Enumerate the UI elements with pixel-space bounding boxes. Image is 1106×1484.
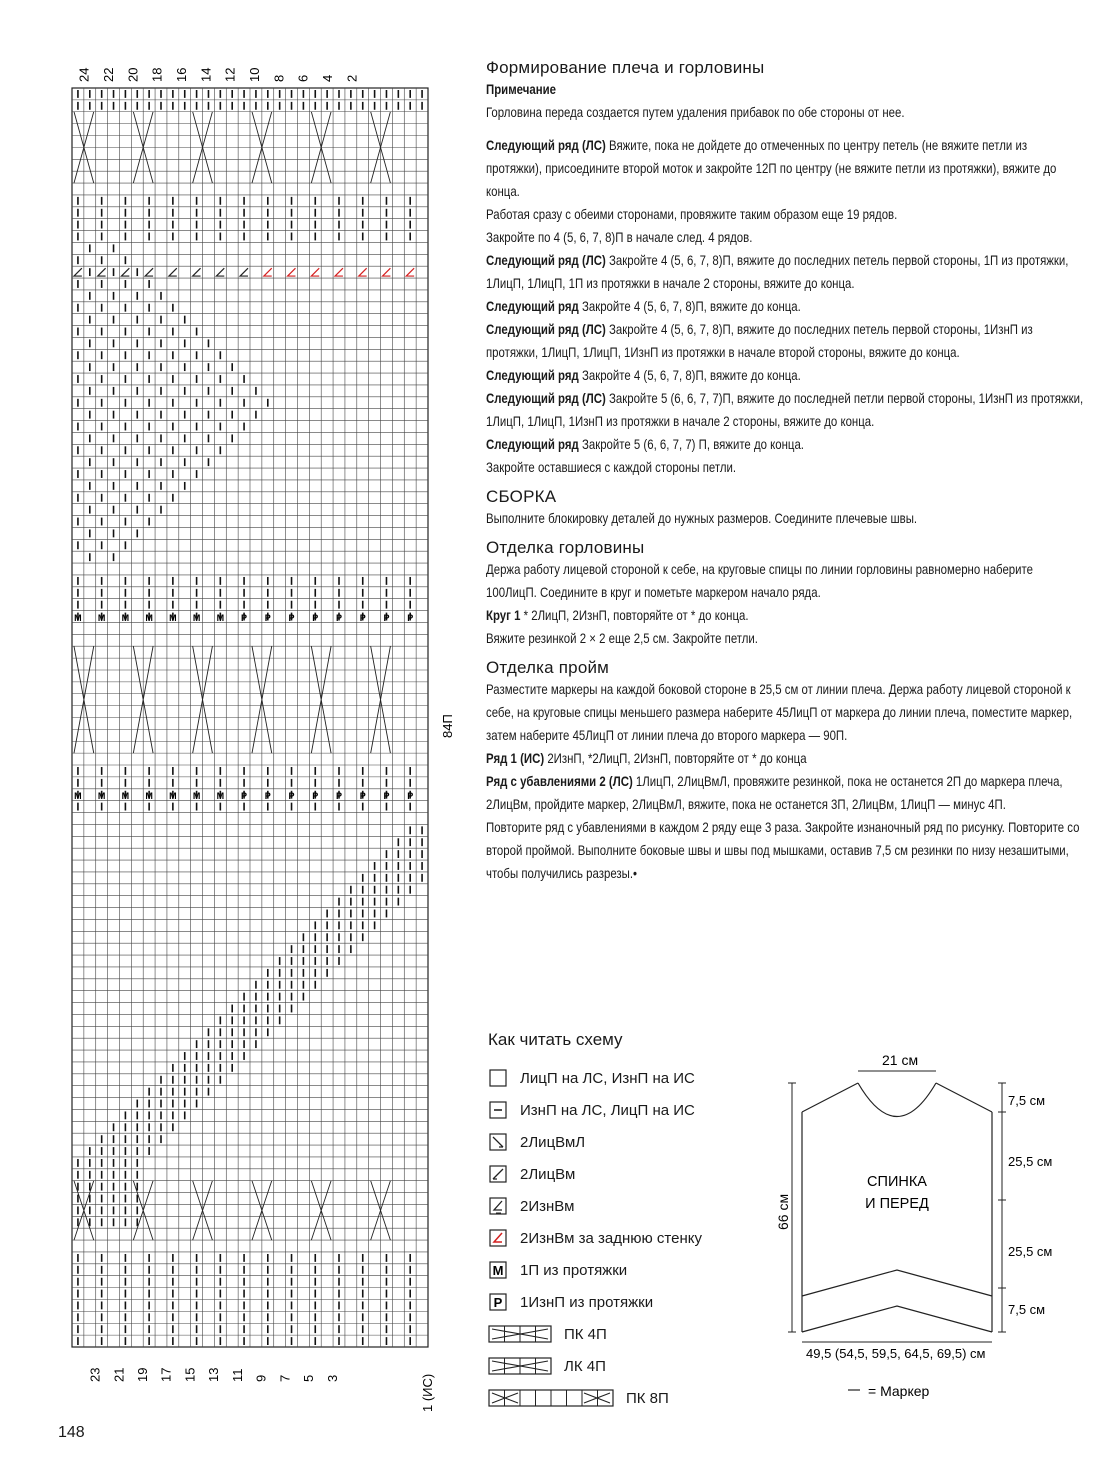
row-number-top: 14	[198, 67, 214, 82]
paragraph-text: Держа работу лицевой стороной к себе, на круговые спицы по линии горловины равномерно наберите 100ЛицП. Соедините в круг и пометьте маркером начало ряда.	[486, 562, 1033, 600]
legend-label: 1ИзнП из протяжки	[520, 1293, 654, 1311]
m-stitch: M	[97, 791, 106, 802]
row-number-top: 20	[125, 67, 141, 82]
p-stitch: P	[241, 612, 248, 623]
stitch-count-label: 84П	[440, 714, 455, 738]
legend-title: Как читать схему	[488, 1030, 623, 1049]
legend-label: ЛК 4П	[564, 1357, 606, 1375]
paragraph	[486, 433, 1086, 456]
paragraph-text: 2ИзнП, *2ЛицП, 2ИзнП, повторяйте от * до конца	[544, 751, 807, 766]
k2tog-icon	[488, 1165, 508, 1183]
row-number-top: 24	[76, 67, 92, 82]
row-number-top: 10	[247, 67, 263, 82]
p-stitch: P	[264, 612, 271, 623]
paragraph-text: Вяжите резинкой 2 × 2 еще 2,5 см. Закройте петли.	[486, 631, 758, 646]
instructions-column	[486, 58, 1086, 885]
paragraph-lead: Следующий ряд (ЛС)	[486, 322, 606, 337]
legend-label: 2ИзнВм	[520, 1197, 575, 1215]
dim-armhole: 25,5 см	[1008, 1154, 1053, 1169]
row-number-bottom: 17	[158, 1367, 174, 1382]
m-stitch: M	[169, 791, 177, 802]
paragraph	[486, 627, 1086, 650]
paragraph	[486, 604, 1086, 627]
paragraph	[486, 101, 1086, 124]
paragraph-text: Работая сразу с обеими сторонами, провяжите таким образом еще 19 рядов.	[486, 207, 898, 222]
m-stitch: M	[192, 612, 201, 623]
paragraph-text: Горловина переда создается путем удаления прибавок по обе стороны от нее.	[486, 105, 905, 120]
piece-label-2: И ПЕРЕД	[865, 1196, 929, 1212]
legend-item	[488, 1350, 768, 1382]
dim-body: 25,5 см	[1008, 1244, 1053, 1259]
paragraph	[486, 249, 1086, 295]
paragraph-text: Закройте оставшиеся с каждой стороны петли.	[486, 460, 737, 475]
row-number-top: 6	[295, 74, 311, 82]
legend-item	[488, 1254, 768, 1286]
p-stitch: P	[335, 612, 343, 623]
paragraph-lead: Следующий ряд	[486, 299, 579, 314]
row-number-top: 2	[344, 74, 360, 82]
dim-shoulder: 7,5 см	[1008, 1093, 1046, 1108]
paragraph	[486, 816, 1086, 885]
left-cross-4-icon	[488, 1357, 552, 1375]
dim-rib: 7,5 см	[1008, 1302, 1046, 1317]
legend-item	[488, 1318, 768, 1350]
paragraph-text: 1ЛицП, 2ЛицВмЛ, провяжите резинкой, пока не останется 2П до маркера плеча, 2ЛицВм, пройдите маркер, 2ЛицВмЛ, вяжите, пока не останется 3П, 2ЛицВм, 1ЛицП — минус 4П.	[486, 774, 1063, 812]
m-stitch: M	[74, 612, 82, 623]
row-number-top: 12	[222, 67, 238, 82]
m-stitch: M	[74, 791, 82, 802]
m-stitch: M	[121, 791, 130, 802]
section-title: СБОРКА	[486, 487, 557, 506]
section-4	[486, 658, 1086, 885]
row-number-bottom: 5	[301, 1374, 317, 1382]
m-stitch: M	[121, 612, 130, 623]
row-number-bottom: 13	[206, 1367, 222, 1382]
p-stitch: P	[407, 791, 414, 802]
m-icon	[488, 1261, 508, 1279]
neck-width-label: 21 см	[882, 1052, 919, 1068]
legend-item	[488, 1094, 768, 1126]
paragraph-lead: Следующий ряд	[486, 368, 579, 383]
paragraph-lead: Следующий ряд (ЛС)	[486, 253, 606, 268]
paragraph-text: Закройте 5 (6, 6, 7, 7)П, вяжите до последней петли первой стороны, 1ИзнП из протяжки, 1ЛицП, 1ЛицП, 1ИзнП из протяжки в начале 2 стороны, вяжите до конца.	[486, 391, 1084, 429]
legend-label: 2ИзнВм за заднюю стенку	[520, 1229, 702, 1247]
paragraph-lead: Ряд 1 (ИС)	[486, 751, 545, 766]
paragraph	[486, 678, 1086, 747]
row-number-top: 18	[149, 67, 165, 82]
p-stitch: P	[241, 791, 248, 802]
paragraph-text: Закройте 4 (5, 6, 7, 8)П, вяжите до конца.	[578, 368, 801, 383]
row-number-bottom: 23	[87, 1367, 103, 1382]
row-number-bottom: 21	[111, 1367, 127, 1382]
paragraph	[486, 203, 1086, 226]
row-number-bottom: 19	[135, 1367, 151, 1382]
m-stitch: M	[145, 612, 153, 623]
right-cross-4-icon	[488, 1325, 552, 1343]
legend-item	[488, 1190, 768, 1222]
section-2	[486, 487, 1086, 530]
row-number-bottom: 9	[253, 1374, 269, 1382]
empty-square-icon	[488, 1069, 508, 1087]
legend-label: 1П из протяжки	[520, 1261, 628, 1279]
row-number-bottom: 15	[182, 1367, 198, 1382]
paragraph-text: Закройте по 4 (5, 6, 7, 8)П в начале след. 4 рядов.	[486, 230, 753, 245]
section-title: Отделка пройм	[486, 658, 610, 677]
svg-text:P: P	[493, 1295, 503, 1310]
legend-item	[488, 1382, 768, 1414]
neckline-curve	[858, 1083, 936, 1117]
paragraph	[486, 507, 1086, 530]
paragraph	[486, 295, 1086, 318]
section-3	[486, 538, 1086, 650]
legend-label: ПК 4П	[564, 1325, 607, 1343]
paragraph	[486, 747, 1086, 770]
section-title: Формирование плеча и горловины	[486, 58, 765, 77]
paragraph	[486, 134, 1086, 203]
p-stitch: P	[359, 791, 366, 802]
legend-label: ПК 8П	[626, 1389, 669, 1407]
chevron-bottom	[802, 1306, 992, 1332]
legend-item	[488, 1222, 768, 1254]
row-number-top: 22	[101, 67, 117, 82]
paragraph	[486, 558, 1086, 604]
paragraph-lead: Круг 1	[486, 608, 521, 623]
row-number-first: 1 (ИС)	[420, 1373, 435, 1412]
shoulder-lines	[802, 1083, 992, 1112]
paragraph	[486, 364, 1086, 387]
p-stitch: P	[288, 612, 295, 623]
ssk-icon	[488, 1133, 508, 1151]
legend-label: ИзнП на ЛС, ЛицП на ИС	[520, 1101, 695, 1119]
paragraph-text: Закройте 4 (5, 6, 7, 8)П, вяжите до последних петель первой стороны, 1ИзнП из протяжки, 1ЛицП, 1ЛицП, 1ИзнП из протяжки в начале второй стороны, вяжите до конца.	[486, 322, 1033, 360]
section-0	[486, 58, 1086, 124]
garment-schematic	[760, 1040, 1060, 1400]
row-number-top: 16	[174, 67, 190, 82]
paragraph	[486, 226, 1086, 249]
m-stitch: M	[216, 791, 225, 802]
row-number-top: 8	[271, 74, 287, 82]
m-stitch: M	[97, 612, 106, 623]
p-stitch: P	[383, 612, 390, 623]
section-title: Отделка горловины	[486, 538, 645, 557]
legend-item	[488, 1126, 768, 1158]
section-1	[486, 134, 1086, 479]
chevron-top	[802, 1270, 992, 1296]
height-label: 66 см	[775, 1193, 791, 1230]
dash-square-icon	[488, 1101, 508, 1119]
paragraph-lead: Ряд с убавлениями 2 (ЛС)	[486, 774, 633, 789]
p-stitch: P	[312, 612, 319, 623]
p-stitch: P	[312, 791, 319, 802]
m-stitch: M	[216, 612, 225, 623]
paragraph-text: Закройте 4 (5, 6, 7, 8)П, вяжите до последних петель первой стороны, 1П из протяжки, 1ЛицП, 1ЛицП, 1П из протяжки в начале 2 стороны, вяжите до конца.	[486, 253, 1069, 291]
p-stitch: P	[407, 612, 414, 623]
paragraph-text: Выполните блокировку деталей до нужных размеров. Соедините плечевые швы.	[486, 511, 918, 526]
legend-item	[488, 1286, 768, 1318]
paragraph-text: Разместите маркеры на каждой боковой стороне в 25,5 см от линии плеча. Держа работу лицевой стороной к себе, на круговые спицы меньшего размера наберите 45ЛицП от маркера до линии плеча, поместите маркер, затем наберите 45ЛицП от линии плеча до второго маркера — 90П.	[486, 682, 1073, 743]
paragraph-lead: Следующий ряд (ЛС)	[486, 391, 606, 406]
legend-item	[488, 1158, 768, 1190]
chart-legend	[488, 1030, 768, 1414]
legend-label: 2ЛицВмЛ	[520, 1133, 586, 1151]
m-stitch: M	[169, 612, 177, 623]
paragraph-text: Закройте 5 (6, 6, 7, 7) П, вяжите до конца.	[578, 437, 804, 452]
m-stitch: M	[192, 791, 201, 802]
p-stitch: P	[359, 612, 366, 623]
paragraph-text: Повторите ряд с убавлениями в каждом 2 ряду еще 3 раза. Закройте изнаночный ряд по рисунку. Повторите со второй проймой. Выполните боковые швы и швы под мышками, оставив 7,5 см резинки по низу незашитыми, чтобы получились разрезы.•	[486, 820, 1080, 881]
legend-item	[488, 1062, 768, 1094]
svg-text:M: M	[492, 1263, 504, 1278]
piece-label-1: СПИНКА	[867, 1174, 927, 1190]
row-number-bottom: 3	[324, 1374, 340, 1382]
row-number-top: 4	[320, 74, 336, 82]
right-cross-8-icon	[488, 1389, 614, 1407]
paragraph-lead: Следующий ряд	[486, 437, 579, 452]
section-subtitle: Примечание	[486, 82, 556, 97]
paragraph-text: Закройте 4 (5, 6, 7, 8)П, вяжите до конца.	[578, 299, 801, 314]
paragraph	[486, 318, 1086, 364]
p-icon	[488, 1293, 508, 1311]
paragraph	[486, 770, 1086, 816]
knitting-chart	[0, 0, 470, 1440]
marker-note: = Маркер	[868, 1383, 930, 1399]
p2tog-icon	[488, 1197, 508, 1215]
paragraph	[486, 456, 1086, 479]
paragraph	[486, 387, 1086, 433]
legend-label: 2ЛицВм	[520, 1165, 576, 1183]
page-number: 148	[58, 1424, 85, 1441]
row-number-bottom: 7	[277, 1374, 293, 1382]
p2tog-tbl-icon	[488, 1229, 508, 1247]
paragraph-text: * 2ЛицП, 2ИзнП, повторяйте от * до конца.	[520, 608, 749, 623]
p-stitch: P	[288, 791, 295, 802]
width-label: 49,5 (54,5, 59,5, 64,5, 69,5) см	[806, 1346, 986, 1361]
paragraph-text: Вяжите, пока не дойдете до отмеченных по центру петель (не вяжите петли из протяжки), присоедините второй моток и закройте 12П по центру (не вяжите петли из протяжки), вяжите до конца.	[486, 138, 1057, 199]
row-number-bottom: 11	[229, 1368, 245, 1382]
paragraph-lead: Следующий ряд (ЛС)	[486, 138, 606, 153]
p-stitch: P	[264, 791, 271, 802]
legend-label: ЛицП на ЛС, ИзнП на ИС	[520, 1069, 695, 1087]
m-stitch: M	[145, 791, 153, 802]
p-stitch: P	[383, 791, 390, 802]
p-stitch: P	[335, 791, 343, 802]
